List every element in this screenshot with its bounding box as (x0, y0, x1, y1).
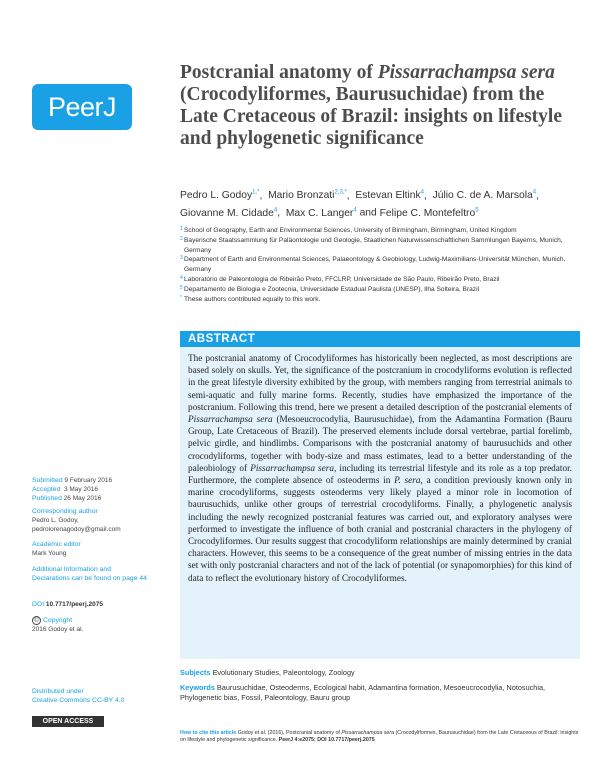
article-title (180, 62, 570, 150)
author[interactable]: Felipe C. Montefeltro$^5$ (379, 207, 479, 219)
doi[interactable]: DOI 10.7717/peerj.2075 (32, 601, 104, 608)
peerj-logo: PeerJ (32, 84, 132, 130)
affiliation: 2 Bayerische Staatssammlung für Paläontologie und Geologie, Staatlichen Naturwissenschaftlichen Sammlungen Bayerns, Munich, Germany (180, 235, 563, 254)
additional-info[interactable]: Additional Information and Declarations can be found on page 44 (32, 566, 147, 582)
academic-editor: Academic editor Mark Young (32, 541, 81, 557)
title-part1: Postcranial anatomy of (180, 62, 378, 83)
title-species: Pissarrachampsa sera (377, 62, 555, 83)
affiliations (180, 226, 575, 304)
subjects: Subjects Evolutionary Studies, Paleontology, Zoology (180, 668, 355, 677)
affiliation: 3 Department of Earth and Environmental Sciences, Palaeontology & Geobiology, Ludwig-Maximilians-Universität München, Munich, Germany (180, 255, 566, 274)
corresponding-author: Corresponding author Pedro L. Godoy, pedrolorenagodoy@gmail.com (32, 507, 152, 534)
dates: Submitted 9 February 2016 Accepted 3 May 2016 Published 26 May 2016 (32, 477, 113, 502)
author[interactable]: Júlio C. de A. Marsola$^4$ (432, 190, 537, 202)
author-list: Pedro L. Godoy$^{1,*}$, Mario Bronzati$^{2,3,*}$, Estevan Eltink$^4$, Júlio C. de A. Marsola$^4$, Giovanne M. Cidade$^4$, Max C. Langer$^4$ and Felipe C. Montefeltro$^5$ (180, 190, 539, 219)
affiliation: 1 School of Geography, Earth and Environmental Sciences, University of Birmingham, Birmingham, United Kingdom (180, 226, 517, 234)
author[interactable]: Mario Bronzati$^{2,3,*}$ (268, 190, 347, 202)
license[interactable]: Distributed under Creative Commons CC-BY 4.0 (32, 688, 125, 704)
author[interactable]: Estevan Eltink$^4$ (355, 190, 424, 202)
author[interactable]: Pedro L. Godoy$^{1,*}$ (180, 190, 260, 202)
abstract-box (180, 347, 580, 659)
affiliation: * These authors contributed equally to this work. (180, 294, 321, 303)
copyright: © Copyright 2016 Godoy et al. (32, 617, 84, 634)
corresponding-email[interactable]: pedrolorenagodoy@gmail.com (32, 526, 121, 533)
author[interactable]: Max C. Langer$^4$ (285, 207, 357, 219)
affiliation: 4 Laboratório de Paleontologia de Ribeirão Preto, FFCLRP, Universidade de São Paulo, Ribeirão Preto, Brazil (180, 274, 500, 283)
copyright-icon: © (32, 616, 41, 625)
author[interactable]: Giovanne M. Cidade$^4$ (180, 207, 278, 219)
how-to-cite: How to cite this article Godoy et al. (2016), Postcranial anatomy of Pissarrachampsa sera (Crocodyliformes, Baurusuchidae) from the Late Cretaceous of Brazil: insights on lifestyle and phylogenetic significance. PeerJ 4:e2075; DOI 10.7717/peerj.2075 (180, 730, 579, 744)
abstract-text: The postcranial anatomy of Crocodyliformes has historically been neglected, as most descriptions are based solely on skulls. Yet, the significance of the postcranium in crocodyliforms evolution is reflected in the great lifestyle diversity exhibited by the group, with members ranging from terrestrial animals to semi-aquatic and fully marine forms. Recently, studies have emphasized the importance of the postcranium. Following this trend, here we present a detailed description of the postcranial elements of Pissarrachampsa sera (Mesoeucrocodylia, Baurusuchidae), from the Adamantina Formation (Bauru Group, Late Cretaceous of Brazil). The preserved elements include dorsal vertebrae, partial forelimb, pelvic girdle, and hindlimbs. Comparisons with the postcranial anatomy of baurusuchids and other crocodyliforms, together with body-size and mass estimates, lead to a better understanding of the paleobiology of Pissarrachampsa sera, including its terrestrial lifestyle and its role as a top predator. Furthermore, the complete absence of osteoderms in P. sera, a condition previously known only in marine crocodyliforms, suggests osteoderms very likely played a minor role in locomotion of baurusuchids, unlike other groups of terrestrial crocodyliforms. Finally, a phylogenetic analysis including the newly recognized postcranial features was carried out, and exploratory analyses were performed to investigate the influence of both cranial and postcranial characters in the phylogeny of Crocodyliformes. Our results suggest that crocodyliform relationships are mainly determined by cranial characters. However, this seems to be a consequence of the great number of missing entries in the data set with only postcranial characters and not of the lack of potential (or synapomorphies) for this kind of data to reflect the evolutionary history of Crocodyliformes. (188, 354, 573, 584)
keywords: Keywords Baurusuchidae, Osteoderms, Ecological habit, Adamantina formation, Mesoeucrocodylia, Notosuchia, Phylogenetic bias, Fossil, Paleontology, Bauru group (180, 683, 546, 702)
open-access-badge: OPEN ACCESS (32, 716, 104, 727)
affiliation: 5 Departamento de Biologia e Zootecnia, Universidade Estadual Paulista (UNESP), Ilha Solteira, Brazil (180, 284, 480, 293)
title-part2: (Crocodyliformes, Baurusuchidae) from the Late Cretaceous of Brazil: insights on lifestyle and phylogenetic significance (180, 84, 563, 149)
authors-and: and (359, 207, 377, 219)
abstract-heading: ABSTRACT (180, 331, 580, 347)
